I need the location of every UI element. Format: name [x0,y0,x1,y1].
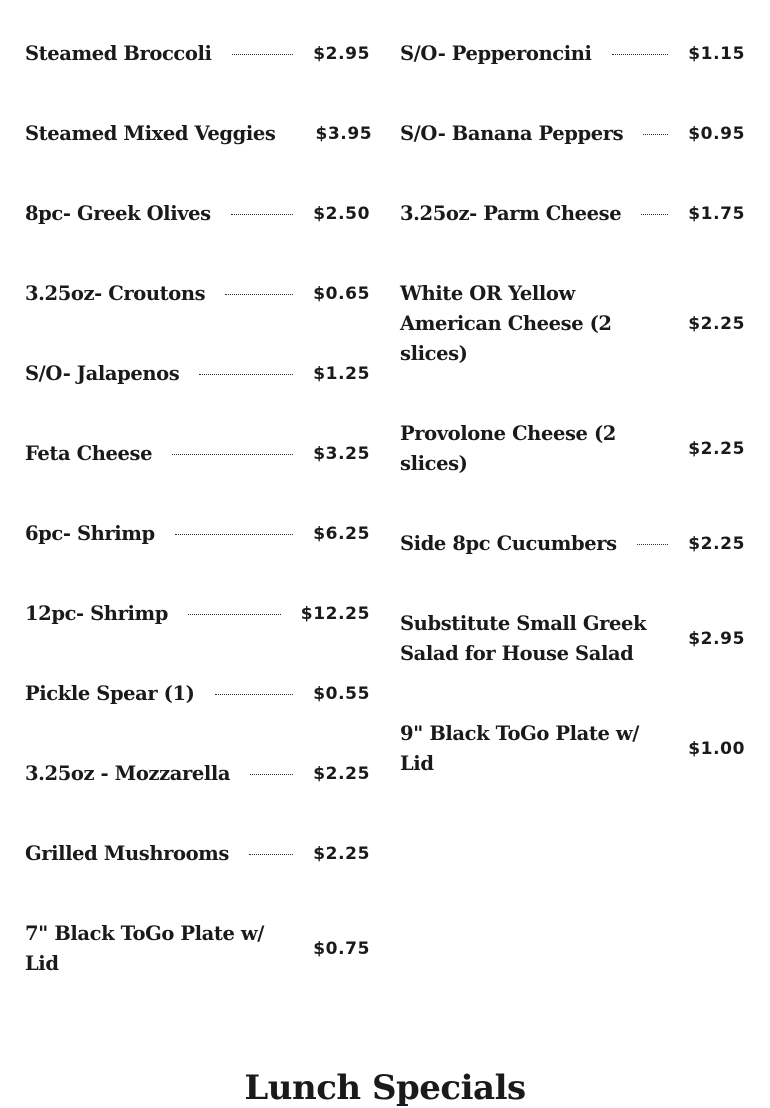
menu-item-name: Grilled Mushrooms [25,842,229,865]
menu-item-name: Feta Cheese [25,442,153,465]
menu-item-price: $0.55 [313,684,370,704]
menu-item [25,599,370,629]
menu-item-price: $2.95 [688,629,745,649]
menu-item-name: Provolone Cheese (2 slices) [400,422,616,475]
menu-item-name: 3.25oz - Mozzarella [25,762,231,785]
menu-item-price: $6.25 [313,524,370,544]
menu-item [25,199,370,229]
menu-item [400,199,745,229]
menu-item-name: Steamed Mixed Veggies [25,122,276,145]
dotted-leader [199,374,293,375]
menu-item-name: Substitute Small Greek Salad for House Salad [400,612,647,665]
dotted-leader [641,214,668,215]
menu-item [25,359,370,389]
menu-item-name: S/O- Jalapenos [25,362,180,385]
dotted-leader [231,214,294,215]
menu-item-price: $3.95 [315,124,373,144]
menu-item [25,439,370,469]
menu-item [25,519,370,549]
menu-item-name: 3.25oz- Croutons [25,282,206,305]
menu-item-name: 6pc- Shrimp [25,522,155,545]
menu-item-name: Pickle Spear (1) [25,682,195,705]
menu-item-price: $0.65 [313,284,370,304]
menu-item [25,919,370,979]
menu-item-price: $0.95 [688,124,745,144]
dotted-leader [612,54,669,55]
menu-item-price: $2.50 [313,204,370,224]
menu-item [400,279,745,369]
dotted-leader [232,54,294,55]
menu-item [25,39,370,69]
menu-item-name: 7" Black ToGo Plate w/ Lid [25,922,264,975]
menu-item-price: $1.75 [688,204,745,224]
menu-item-price: $1.25 [313,364,370,384]
menu-item-price: $1.00 [688,739,745,759]
menu-item [400,529,745,559]
dotted-leader [188,614,281,615]
menu-item-price: $2.25 [313,844,370,864]
menu-item-name: 9" Black ToGo Plate w/ Lid [400,722,639,775]
menu-item-name: White OR Yellow American Cheese (2 slices) [400,282,612,365]
dotted-leader [225,294,293,295]
menu-item [400,419,745,479]
menu-item [25,119,373,149]
menu-item-price: $0.75 [313,939,370,959]
menu-item-name: 12pc- Shrimp [25,602,168,625]
menu-item-price: $2.25 [688,534,745,554]
menu-item-price: $2.25 [688,314,745,334]
menu-item [25,839,370,869]
menu-item-price: $2.25 [688,439,745,459]
dotted-leader [637,544,669,545]
menu-item-price: $3.25 [313,444,370,464]
menu-item-price: $1.15 [688,44,745,64]
menu-item [400,39,745,69]
menu-item-name: 8pc- Greek Olives [25,202,211,225]
dotted-leader [249,854,293,855]
menu-item-name: S/O- Pepperoncini [400,42,592,65]
menu-item [400,609,745,669]
menu-item [25,279,370,309]
menu-item [25,759,370,789]
menu-item [400,119,745,149]
dotted-leader [250,774,293,775]
dotted-leader [175,534,293,535]
menu-item-price: $2.25 [313,764,370,784]
menu-item-name: Side 8pc Cucumbers [400,532,617,555]
dotted-leader [643,134,668,135]
menu-item-price: $12.25 [300,604,370,624]
dotted-leader [215,694,294,695]
section-title: Lunch Specials [244,1068,526,1108]
menu-item [25,679,370,709]
menu-item-price: $2.95 [313,44,370,64]
menu-item-name: S/O- Banana Peppers [400,122,624,145]
menu-item-name: Steamed Broccoli [25,42,212,65]
menu-item [400,719,745,779]
dotted-leader [172,454,293,455]
menu-item-name: 3.25oz- Parm Cheese [400,202,622,225]
